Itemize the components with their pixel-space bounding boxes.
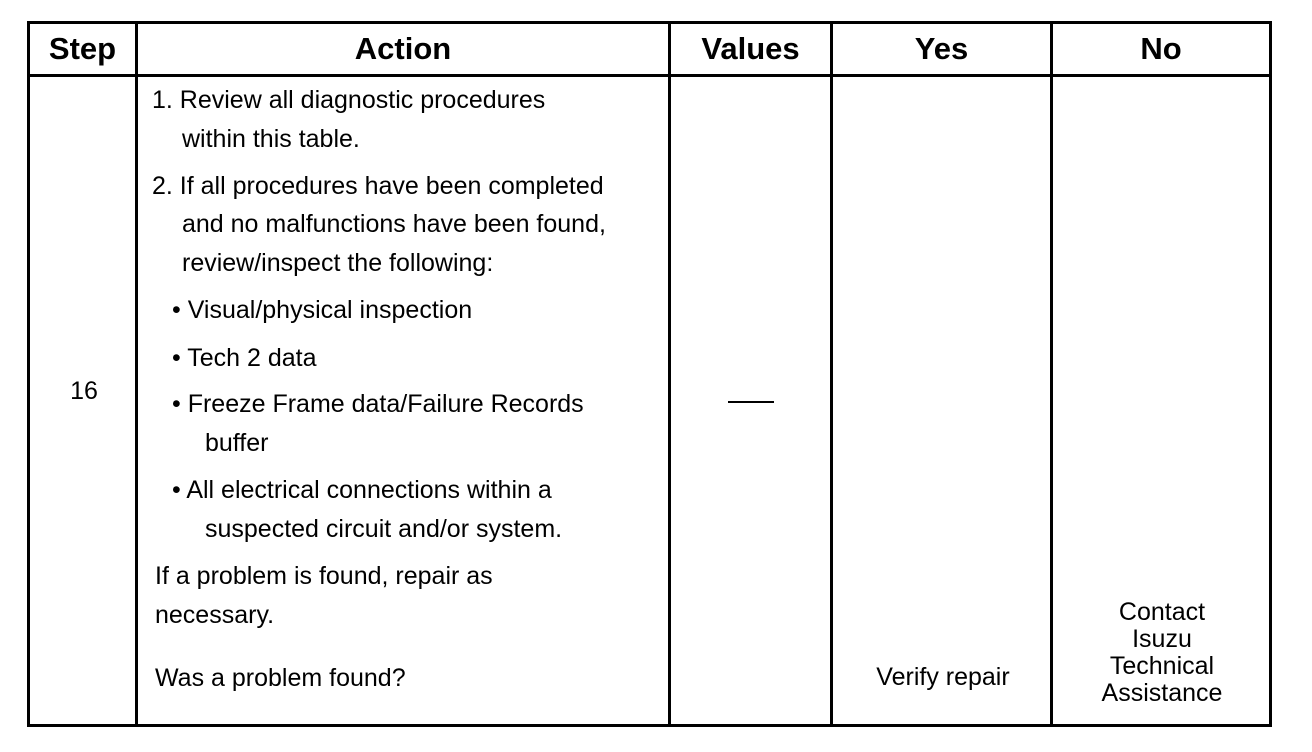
action-note-line-2: necessary.: [155, 601, 275, 629]
column-divider-yes-no: [1050, 21, 1053, 727]
action-bullet-3-line-1: • Freeze Frame data/Failure Records: [172, 390, 584, 418]
action-bullet-4-line-1: • All electrical connections within a: [172, 476, 552, 504]
action-item-2-line-3: review/inspect the following:: [182, 249, 494, 277]
action-item-2-line-2: and no malfunctions have been found,: [182, 210, 606, 238]
action-item-1-line-1: 1. Review all diagnostic procedures: [152, 86, 546, 114]
action-bullet-3-line-2: buffer: [205, 429, 269, 457]
action-bullet-1: • Visual/physical inspection: [172, 296, 473, 324]
column-divider-values-yes: [830, 21, 833, 727]
action-question: Was a problem found?: [155, 664, 406, 692]
column-divider-action-values: [668, 21, 671, 727]
values-dash: [728, 401, 774, 403]
yes-result: Verify repair: [876, 663, 1010, 691]
no-result: [1054, 599, 1270, 707]
action-note-line-1: If a problem is found, repair as: [155, 562, 493, 590]
header-values: Values: [701, 31, 800, 66]
action-bullet-4-line-2: suspected circuit and/or system.: [205, 515, 563, 543]
action-item-2-line-1: 2. If all procedures have been completed: [152, 172, 604, 200]
header-step: Step: [48, 31, 117, 66]
header-yes: Yes: [914, 31, 969, 66]
values-dash-text: [728, 401, 729, 402]
action-item-1-line-2: within this table.: [182, 125, 360, 153]
header-no: No: [1140, 31, 1182, 66]
step-number: 16: [70, 377, 98, 405]
header-action: Action: [354, 31, 452, 66]
header-divider: [27, 74, 1272, 77]
action-bullet-2: • Tech 2 data: [172, 344, 317, 372]
no-result-line-2: Isuzu: [1132, 625, 1192, 653]
no-result-line-4: Assistance: [1101, 679, 1223, 707]
no-result-line-3: Technical: [1109, 652, 1215, 680]
no-result-line-1: Contact: [1118, 598, 1206, 626]
